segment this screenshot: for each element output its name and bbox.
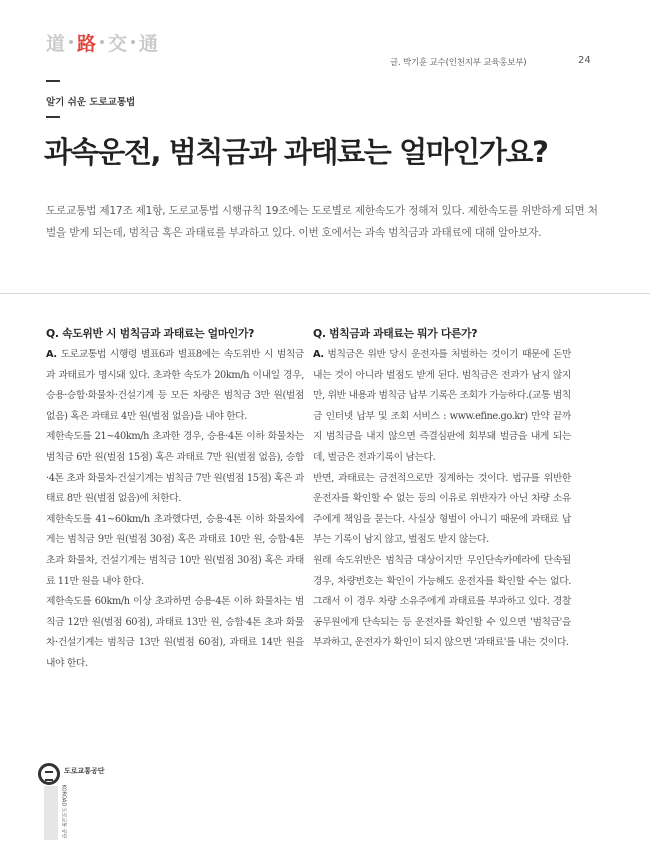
answer-text: 범칙금은 위반 당시 운전자를 처벌하는 것이기 때문에 돈만 내는 것이 아니라 벌점도 받게 된다. 범칙금은 전과가 남지 않지만, 위반 내용과 범칙금 납부 기록은 조회가 가능하다.(교통 범칙금 인터넷 납부 및 조회 서비스 : www.efine.go.kr) 만약 끝까지 범칙금을 내지 않으면 즉결심판에 회부돼 벌금을 내게 되는데, 벌금은 전과기록이 남는다. [313, 349, 572, 463]
author-byline: 글. 박기훈 교수(인천지부 교육홍보부) [390, 58, 527, 68]
article-headline: 과속운전, 범칙금과 과태료는 얼마인가요? [44, 135, 548, 169]
section-rule [46, 80, 60, 82]
brand-dot [131, 40, 135, 44]
brand-char-2: 路 [77, 32, 97, 55]
answer-paragraph: 반면, 과태료는 금전적으로만 징계하는 것이다. 법규를 위반한 운전자를 확인할 수 없는 등의 이유로 위반자가 아닌 차량 소유주에게 책임을 묻는다. 사실상 형벌이 아니기 때문에 과태료 납부는 기록이 남지 않고, 벌점도 받지 않는다. [313, 472, 571, 546]
right-column [313, 326, 571, 654]
article-lede: 도로교통법 제17조 제1항, 도로교통법 시행규칙 19조에는 도로별로 제한속도가 정해져 있다. 제한속도를 위반하게 되면 처벌을 받게 되는데, 범칙금 혹은 과태료를 부과하고 있다. 이번 호에서는 과속 범칙금과 과태료에 대해 알아보자. [46, 204, 598, 239]
magazine-brand [46, 30, 158, 54]
answer-paragraph [46, 345, 304, 427]
footer-side-bar [44, 786, 58, 840]
answer-paragraph: 제한속도를 21~40km/h 초과한 경우, 승용·4톤 이하 화물차는 범칙금 6만 원(벌점 15점) 혹은 과태료 7만 원(벌점 없음), 승합·4톤 초과 화물차·건설기계는 범칙금 7만 원(벌점 15점) 혹은 과태료 8만 원(벌점 없음)에 처한다. [46, 431, 304, 505]
answer-text: 도로교통법 시행령 별표6과 별표8에는 속도위반 시 범칙금과 과태료가 명시돼 있다. 초과한 속도가 20km/h 이내일 경우, 승용·승합·화물차·건설기계 등 모든 차량은 범칙금 3만 원(벌점 없음) 혹은 과태료 4만 원(벌점 없음)을 내야 한다. [46, 349, 305, 422]
page-number: 24 [578, 55, 591, 66]
section-divider [0, 293, 650, 294]
brand-char-3: 交 [108, 32, 128, 55]
koroad-logo-icon [38, 763, 60, 785]
answer-paragraph [313, 345, 571, 469]
headline-rule [46, 116, 60, 118]
section-label: 알기 쉬운 도로교통법 [46, 97, 136, 108]
brand-char-4: 通 [139, 32, 159, 55]
footer-vertical-text: KOROAD 도로교통 공단 [60, 784, 67, 839]
left-column [46, 326, 304, 675]
answer-mark: A. [46, 349, 57, 360]
answer-paragraph: 제한속도를 60km/h 이상 초과하면 승용·4톤 이하 화물차는 범칙금 12만 원(벌점 60점), 과태료 13만 원, 승합·4톤 초과 화물차·건설기계는 범칙금 13만 원(벌점 60점), 과태료 14만 원을 내야 한다. [46, 596, 304, 669]
brand-dot [69, 40, 73, 44]
question-heading: Q. 범칙금과 과태료는 뭐가 다른가? [313, 327, 478, 340]
brand-char-1: 道 [46, 32, 66, 55]
brand-dot [100, 40, 104, 44]
answer-paragraph: 원래 속도위반은 범칙금 대상이지만 무인단속카메라에 단속될 경우, 차량번호는 확인이 가능해도 운전자를 확인할 수는 없다. 그래서 이 경우 차량 소유주에게 과태료를 부과하고 있다. 경찰공무원에게 단속되는 등 운전자를 확인할 수 있으면 '범칙금'을 부과하고, 운전자가 확인이 되지 않으면 '과태료'를 내는 것이다. [313, 554, 571, 649]
answer-mark: A. [313, 349, 324, 360]
question-heading: Q. 속도위반 시 범칙금과 과태료는 얼마인가? [46, 327, 255, 340]
footer-org-name: 도로교통공단 [64, 767, 105, 775]
answer-paragraph: 제한속도를 41~60km/h 초과했다면, 승용·4톤 이하 화물차에게는 범칙금 9만 원(벌점 30점) 혹은 과태료 10만 원, 승합·4톤 초과 화물차, 건설기계는 범칙금 10만 원(벌점 30점) 혹은 과태료 11만 원을 내야 한다. [46, 513, 304, 587]
